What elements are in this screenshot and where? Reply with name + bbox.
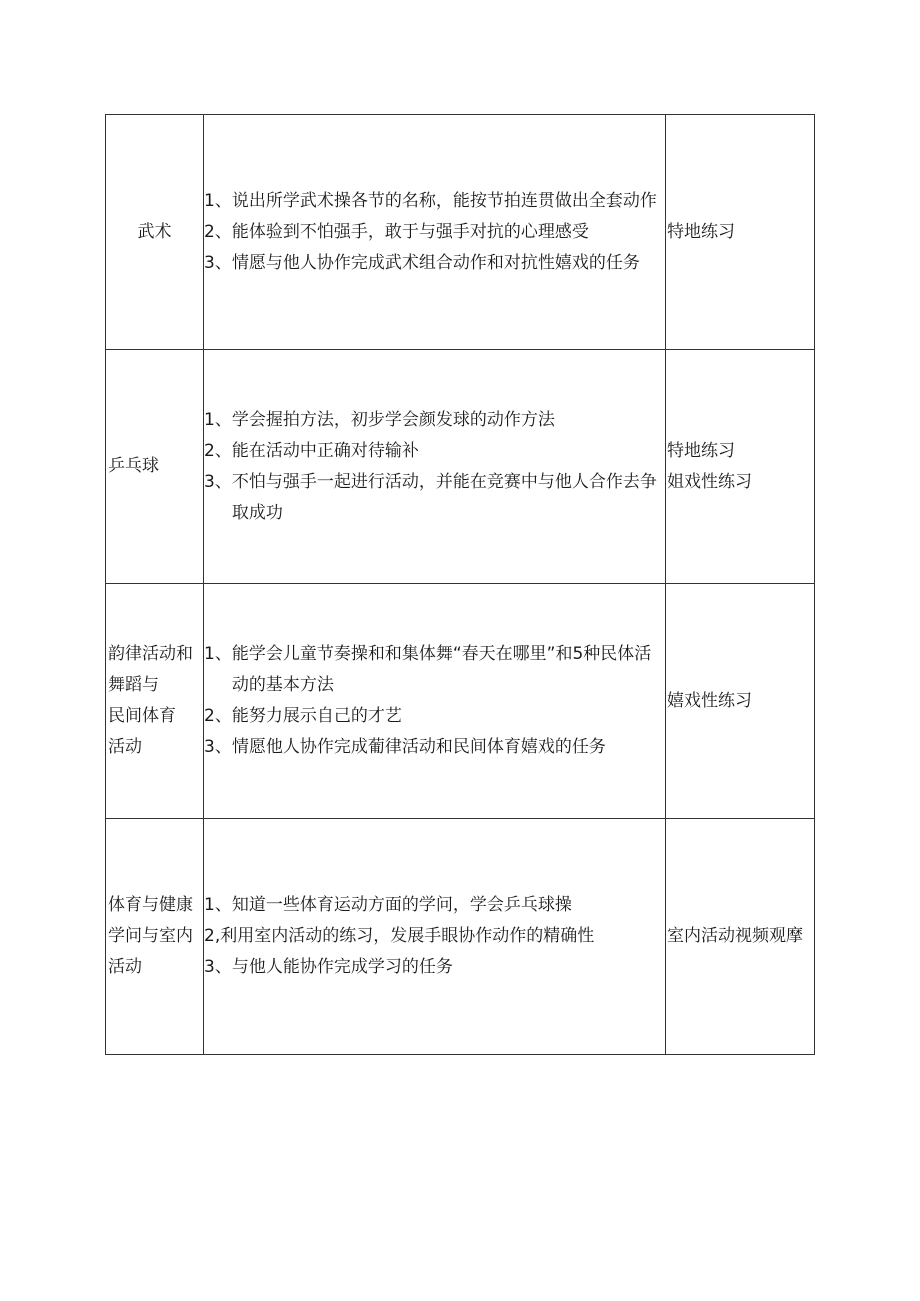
goal-number: 1、 bbox=[204, 895, 232, 915]
goal-text: 能体验到不怕强手，敢于与强手对抗的心理感受 bbox=[231, 221, 589, 242]
goal-number: 3、 bbox=[204, 471, 232, 492]
goal-text: 能在活动中正确对待输补 bbox=[231, 440, 419, 461]
table-row bbox=[106, 819, 815, 1055]
goal-number: 3、 bbox=[204, 252, 232, 273]
goal-item bbox=[204, 701, 665, 732]
goal-number: 2, bbox=[204, 926, 221, 946]
activity-name: 乒乓球 bbox=[108, 456, 159, 476]
activity-name-cell bbox=[106, 819, 204, 1055]
goal-item bbox=[204, 639, 665, 701]
table-row bbox=[106, 584, 815, 819]
method-cell bbox=[666, 350, 815, 584]
goals-cell bbox=[204, 115, 666, 350]
activity-name-cell bbox=[106, 115, 204, 350]
goal-item bbox=[204, 405, 665, 436]
method-text: 嬉戏性练习 bbox=[667, 690, 752, 711]
goal-text: 不怕与强手一起进行活动，并能在竞赛中与他人合作去争取成功 bbox=[231, 471, 657, 523]
goal-item bbox=[204, 732, 665, 763]
goal-number: 3、 bbox=[204, 957, 232, 977]
goals-cell bbox=[204, 819, 666, 1055]
goals-cell bbox=[204, 584, 666, 819]
goal-text: 能努力展示自己的才艺 bbox=[231, 706, 402, 726]
goal-item bbox=[204, 248, 665, 279]
goal-item bbox=[204, 467, 665, 529]
method-cell bbox=[666, 819, 815, 1055]
activity-name-line: 韵律活动和 bbox=[108, 644, 193, 664]
method-cell bbox=[666, 584, 815, 819]
activity-name-line: 体育与健康 bbox=[108, 895, 193, 915]
goal-item bbox=[204, 186, 665, 217]
goals-cell bbox=[204, 350, 666, 584]
goal-item bbox=[204, 436, 665, 467]
activity-name: 武术 bbox=[137, 221, 172, 242]
activity-name-line: 活动 bbox=[108, 737, 142, 757]
method-text: 室内活动视频观摩 bbox=[667, 926, 803, 946]
table-row bbox=[106, 115, 815, 350]
goal-number: 1、 bbox=[204, 190, 232, 211]
activity-name-cell bbox=[106, 584, 204, 819]
method-text: 特地练习 bbox=[667, 440, 735, 461]
lesson-plan-table bbox=[105, 114, 815, 1055]
goal-number: 3、 bbox=[204, 737, 232, 757]
activity-name-line: 民间体育 bbox=[108, 706, 176, 726]
goal-text: 情愿他人协作完成葡律活动和民间体育嬉戏的任务 bbox=[231, 737, 606, 757]
goal-number: 2、 bbox=[204, 440, 232, 461]
goal-item bbox=[204, 952, 665, 983]
goal-text: 学会握拍方法，初步学会颜发球的动作方法 bbox=[231, 409, 555, 430]
goal-text: 说出所学武术操各节的名称，能按节拍连贯做出全套动作 bbox=[231, 190, 657, 211]
goal-item bbox=[204, 921, 665, 952]
goal-text: 利用室内活动的练习，发展手眼协作动作的精确性 bbox=[220, 926, 595, 946]
goal-text: 能学会儿童节奏操和和集体舞“春天在哪里”和5种民体活动的基本方法 bbox=[231, 644, 652, 695]
goal-number: 2、 bbox=[204, 221, 232, 242]
goal-number: 1、 bbox=[204, 644, 232, 664]
activity-name-cell bbox=[106, 350, 204, 584]
table-row bbox=[106, 350, 815, 584]
goal-text: 与他人能协作完成学习的任务 bbox=[231, 957, 453, 977]
activity-name-line: 学问与室内 bbox=[108, 926, 193, 946]
goal-number: 1、 bbox=[204, 409, 232, 430]
goal-text: 知道一些体育运动方面的学问，学会乒乓球操 bbox=[231, 895, 572, 915]
goal-number: 2、 bbox=[204, 706, 232, 726]
activity-name-line: 活动 bbox=[108, 957, 142, 977]
method-text: 特地练习 bbox=[667, 221, 735, 242]
activity-name-line: 舞蹈与 bbox=[108, 675, 159, 695]
goal-item bbox=[204, 890, 665, 921]
method-cell bbox=[666, 115, 815, 350]
goal-item bbox=[204, 217, 665, 248]
goal-text: 情愿与他人协作完成武术组合动作和对抗性嬉戏的任务 bbox=[231, 252, 640, 273]
method-text: 姐戏性练习 bbox=[667, 471, 752, 492]
